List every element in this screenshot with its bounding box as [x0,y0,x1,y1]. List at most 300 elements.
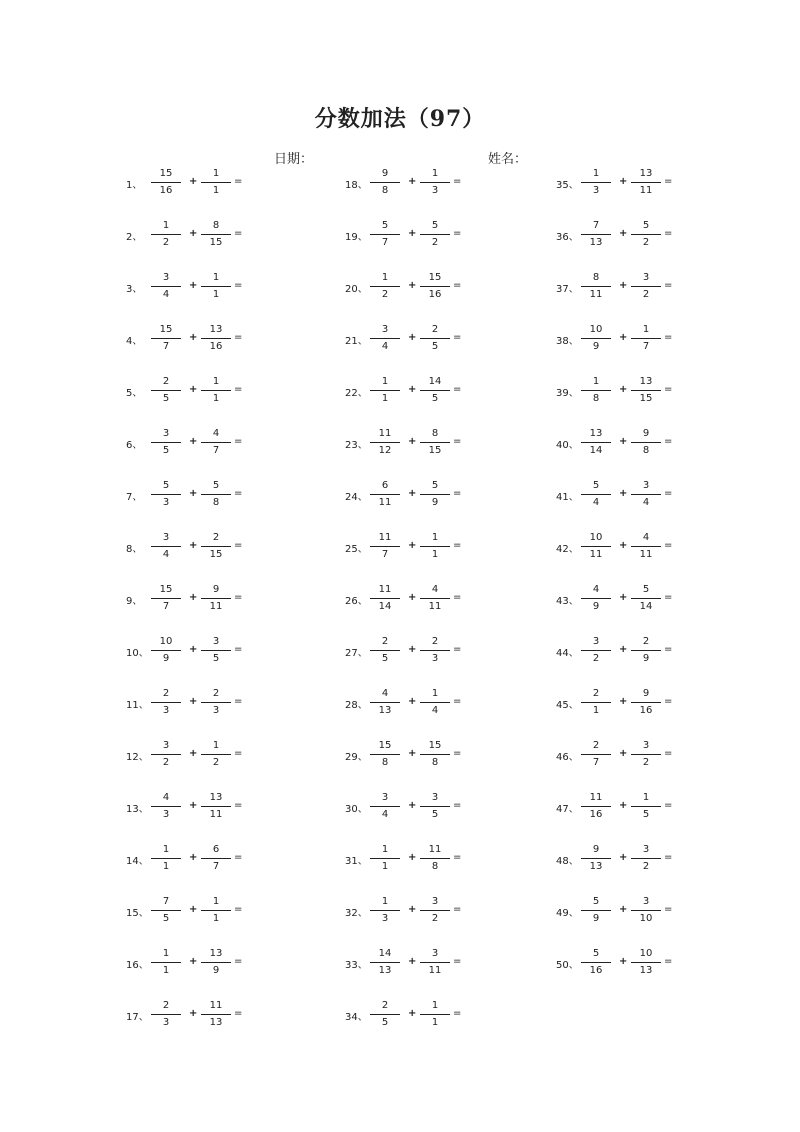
problem-number: 9、 [126,596,143,607]
plus-sign: + [408,1008,417,1019]
problem-number: 42、 [556,544,579,555]
denominator: 7 [162,341,170,352]
equals-sign: = [664,488,673,499]
fraction-b [203,376,229,405]
denominator: 4 [162,289,170,300]
numerator: 5 [592,480,600,491]
problem-number: 8、 [126,544,143,555]
numerator: 4 [162,792,170,803]
numerator: 1 [162,948,170,959]
denominator: 5 [162,393,170,404]
problem-number: 26、 [345,596,368,607]
problem-number: 14、 [126,856,149,867]
problem-number: 2、 [126,232,143,243]
numerator: 5 [642,584,650,595]
denominator: 2 [212,757,220,768]
numerator: 1 [592,168,600,179]
numerator: 8 [592,272,600,283]
equals-sign: = [664,228,673,239]
problem-row [126,633,326,685]
problem-row [345,477,545,529]
problem-row [126,321,326,373]
fraction-b [203,272,229,301]
fraction-b [203,896,229,925]
numerator: 1 [642,324,650,335]
denominator: 11 [589,549,603,560]
fraction-a [372,480,398,509]
numerator: 11 [589,792,603,803]
equals-sign: = [453,956,462,967]
denominator: 5 [212,653,220,664]
denominator: 7 [381,549,389,560]
problem-number: 22、 [345,388,368,399]
fraction-a [583,688,609,717]
problem-number: 27、 [345,648,368,659]
numerator: 5 [592,896,600,907]
numerator: 1 [212,740,220,751]
problem-number: 6、 [126,440,143,451]
problem-row [345,425,545,477]
numerator: 1 [212,168,220,179]
problem-row [556,217,756,269]
denominator: 11 [639,549,653,560]
numerator: 11 [378,428,392,439]
numerator: 2 [592,688,600,699]
denominator: 1 [162,861,170,872]
plus-sign: + [408,592,417,603]
problem-number: 38、 [556,336,579,347]
fraction-b [633,480,659,509]
equals-sign: = [453,592,462,603]
fraction-a [583,584,609,613]
problem-row [345,529,545,581]
numerator: 1 [381,272,389,283]
plus-sign: + [619,540,628,551]
numerator: 3 [431,896,439,907]
problem-row [126,581,326,633]
fraction-a [583,220,609,249]
equals-sign: = [234,332,243,343]
denominator: 5 [381,1017,389,1028]
problem-row [126,165,326,217]
denominator: 7 [212,445,220,456]
problem-row [345,269,545,321]
plus-sign: + [619,384,628,395]
fraction-b [422,1000,448,1029]
plus-sign: + [189,384,198,395]
numerator: 5 [162,480,170,491]
numerator: 2 [431,324,439,335]
numerator: 2 [162,1000,170,1011]
denominator: 8 [642,445,650,456]
problem-number: 29、 [345,752,368,763]
plus-sign: + [619,332,628,343]
problem-row [556,425,756,477]
fraction-b [422,532,448,561]
numerator: 2 [431,636,439,647]
problem-number: 41、 [556,492,579,503]
numerator: 6 [212,844,220,855]
fraction-b [203,220,229,249]
plus-sign: + [189,696,198,707]
fraction-b [422,896,448,925]
fraction-a [583,896,609,925]
problem-number: 50、 [556,960,579,971]
plus-sign: + [189,176,198,187]
denominator: 14 [589,445,603,456]
numerator: 3 [642,844,650,855]
denominator: 5 [431,341,439,352]
problem-row [556,945,756,997]
denominator: 2 [592,653,600,664]
equals-sign: = [664,800,673,811]
denominator: 3 [162,705,170,716]
fraction-b [422,220,448,249]
plus-sign: + [408,956,417,967]
numerator: 7 [162,896,170,907]
equals-sign: = [664,436,673,447]
numerator: 5 [431,480,439,491]
numerator: 1 [162,844,170,855]
equals-sign: = [234,436,243,447]
fraction-a [372,532,398,561]
denominator: 8 [431,757,439,768]
denominator: 8 [212,497,220,508]
numerator: 1 [381,844,389,855]
denominator: 7 [212,861,220,872]
equals-sign: = [664,540,673,551]
equals-sign: = [453,748,462,759]
equals-sign: = [234,176,243,187]
numerator: 13 [209,948,223,959]
fraction-a [583,480,609,509]
plus-sign: + [619,800,628,811]
denominator: 1 [381,393,389,404]
fraction-b [422,792,448,821]
problem-number: 16、 [126,960,149,971]
denominator: 1 [431,549,439,560]
numerator: 1 [592,376,600,387]
fraction-a [153,480,179,509]
numerator: 3 [642,480,650,491]
denominator: 8 [592,393,600,404]
equals-sign: = [234,1008,243,1019]
plus-sign: + [189,332,198,343]
plus-sign: + [619,696,628,707]
problem-row [345,737,545,789]
problem-column-3 [556,165,756,997]
problem-row [126,945,326,997]
problem-number: 12、 [126,752,149,763]
equals-sign: = [664,332,673,343]
denominator: 13 [639,965,653,976]
denominator: 3 [162,1017,170,1028]
fraction-b [633,948,659,977]
fraction-b [422,272,448,301]
problem-number: 34、 [345,1012,368,1023]
problem-row [556,269,756,321]
denominator: 1 [212,289,220,300]
problem-row [345,633,545,685]
plus-sign: + [408,280,417,291]
fraction-b [203,844,229,873]
numerator: 11 [378,584,392,595]
denominator: 1 [431,1017,439,1028]
numerator: 1 [162,220,170,231]
numerator: 11 [209,1000,223,1011]
plus-sign: + [408,332,417,343]
numerator: 14 [378,948,392,959]
denominator: 13 [589,237,603,248]
plus-sign: + [408,904,417,915]
fraction-b [633,220,659,249]
numerator: 3 [381,324,389,335]
numerator: 3 [162,428,170,439]
denominator: 10 [639,913,653,924]
problem-row [126,373,326,425]
denominator: 2 [162,757,170,768]
problem-row [345,217,545,269]
denominator: 7 [592,757,600,768]
denominator: 7 [162,601,170,612]
equals-sign: = [664,644,673,655]
numerator: 1 [642,792,650,803]
numerator: 11 [378,532,392,543]
numerator: 1 [381,376,389,387]
fraction-b [633,688,659,717]
problem-row [556,581,756,633]
fraction-b [422,948,448,977]
denominator: 11 [378,497,392,508]
fraction-b [422,584,448,613]
problem-row [345,893,545,945]
equals-sign: = [453,1008,462,1019]
denominator: 1 [212,393,220,404]
plus-sign: + [408,228,417,239]
fraction-a [583,740,609,769]
equals-sign: = [453,488,462,499]
equals-sign: = [664,280,673,291]
fraction-a [372,376,398,405]
denominator: 11 [209,809,223,820]
denominator: 2 [642,861,650,872]
fraction-a [372,636,398,665]
fraction-b [203,584,229,613]
problem-row [126,737,326,789]
problem-number: 4、 [126,336,143,347]
problem-number: 28、 [345,700,368,711]
fraction-a [372,168,398,197]
denominator: 1 [212,185,220,196]
denominator: 5 [381,653,389,664]
problem-row [345,841,545,893]
fraction-a [372,896,398,925]
denominator: 3 [381,913,389,924]
problem-number: 49、 [556,908,579,919]
numerator: 1 [431,532,439,543]
numerator: 1 [212,896,220,907]
equals-sign: = [234,956,243,967]
problem-number: 13、 [126,804,149,815]
problem-number: 3、 [126,284,143,295]
denominator: 16 [428,289,442,300]
numerator: 15 [428,272,442,283]
fraction-b [633,272,659,301]
numerator: 15 [428,740,442,751]
denominator: 5 [431,393,439,404]
numerator: 10 [639,948,653,959]
fraction-a [153,688,179,717]
plus-sign: + [408,696,417,707]
equals-sign: = [453,904,462,915]
numerator: 4 [381,688,389,699]
fraction-a [153,428,179,457]
problem-number: 19、 [345,232,368,243]
fraction-a [372,948,398,977]
fraction-b [422,688,448,717]
denominator: 15 [639,393,653,404]
denominator: 16 [159,185,173,196]
denominator: 8 [381,185,389,196]
numerator: 3 [642,272,650,283]
plus-sign: + [189,592,198,603]
fraction-a [153,636,179,665]
fraction-a [372,584,398,613]
denominator: 3 [212,705,220,716]
equals-sign: = [234,228,243,239]
fraction-a [372,740,398,769]
numerator: 1 [431,168,439,179]
denominator: 15 [209,237,223,248]
fraction-b [633,168,659,197]
plus-sign: + [189,436,198,447]
problem-row [556,373,756,425]
denominator: 3 [162,497,170,508]
page-title: 分数加法（97） [314,106,486,132]
fraction-a [372,428,398,457]
problem-number: 44、 [556,648,579,659]
problem-row [556,477,756,529]
problem-row [345,685,545,737]
equals-sign: = [664,384,673,395]
equals-sign: = [234,748,243,759]
problem-row [345,165,545,217]
problem-row [345,581,545,633]
fraction-a [153,948,179,977]
equals-sign: = [234,644,243,655]
denominator: 3 [592,185,600,196]
denominator: 5 [162,913,170,924]
plus-sign: + [408,800,417,811]
problem-number: 35、 [556,180,579,191]
numerator: 3 [162,272,170,283]
fraction-a [372,1000,398,1029]
fraction-b [203,688,229,717]
denominator: 1 [592,705,600,716]
problem-number: 25、 [345,544,368,555]
fraction-b [203,740,229,769]
denominator: 16 [589,809,603,820]
equals-sign: = [234,800,243,811]
denominator: 4 [381,809,389,820]
fraction-b [633,584,659,613]
problem-number: 36、 [556,232,579,243]
denominator: 11 [428,601,442,612]
plus-sign: + [408,748,417,759]
problem-row [126,477,326,529]
numerator: 13 [209,792,223,803]
numerator: 15 [159,584,173,595]
problem-row [345,945,545,997]
fraction-a [372,220,398,249]
equals-sign: = [664,748,673,759]
denominator: 13 [378,965,392,976]
numerator: 3 [642,896,650,907]
plus-sign: + [408,644,417,655]
denominator: 9 [212,965,220,976]
numerator: 1 [381,896,389,907]
fraction-a [153,376,179,405]
fraction-b [633,844,659,873]
numerator: 5 [431,220,439,231]
numerator: 9 [212,584,220,595]
equals-sign: = [453,228,462,239]
fraction-a [583,844,609,873]
fraction-b [203,1000,229,1029]
equals-sign: = [234,384,243,395]
plus-sign: + [619,280,628,291]
denominator: 2 [431,913,439,924]
denominator: 9 [431,497,439,508]
fraction-a [153,1000,179,1029]
fraction-b [633,376,659,405]
denominator: 15 [209,549,223,560]
equals-sign: = [453,384,462,395]
fraction-b [633,636,659,665]
numerator: 10 [589,532,603,543]
plus-sign: + [408,540,417,551]
problem-row [345,373,545,425]
plus-sign: + [619,488,628,499]
denominator: 9 [592,341,600,352]
problem-number: 37、 [556,284,579,295]
numerator: 15 [159,324,173,335]
plus-sign: + [619,956,628,967]
plus-sign: + [619,176,628,187]
numerator: 15 [378,740,392,751]
equals-sign: = [453,800,462,811]
numerator: 2 [162,376,170,387]
numerator: 2 [381,1000,389,1011]
numerator: 4 [212,428,220,439]
equals-sign: = [664,592,673,603]
equals-sign: = [234,696,243,707]
plus-sign: + [619,592,628,603]
equals-sign: = [664,852,673,863]
denominator: 11 [428,965,442,976]
problem-number: 23、 [345,440,368,451]
problem-number: 47、 [556,804,579,815]
problem-number: 11、 [126,700,149,711]
fraction-b [633,896,659,925]
denominator: 5 [162,445,170,456]
denominator: 15 [428,445,442,456]
fraction-b [203,428,229,457]
fraction-b [633,740,659,769]
numerator: 3 [212,636,220,647]
denominator: 9 [592,601,600,612]
problem-number: 33、 [345,960,368,971]
